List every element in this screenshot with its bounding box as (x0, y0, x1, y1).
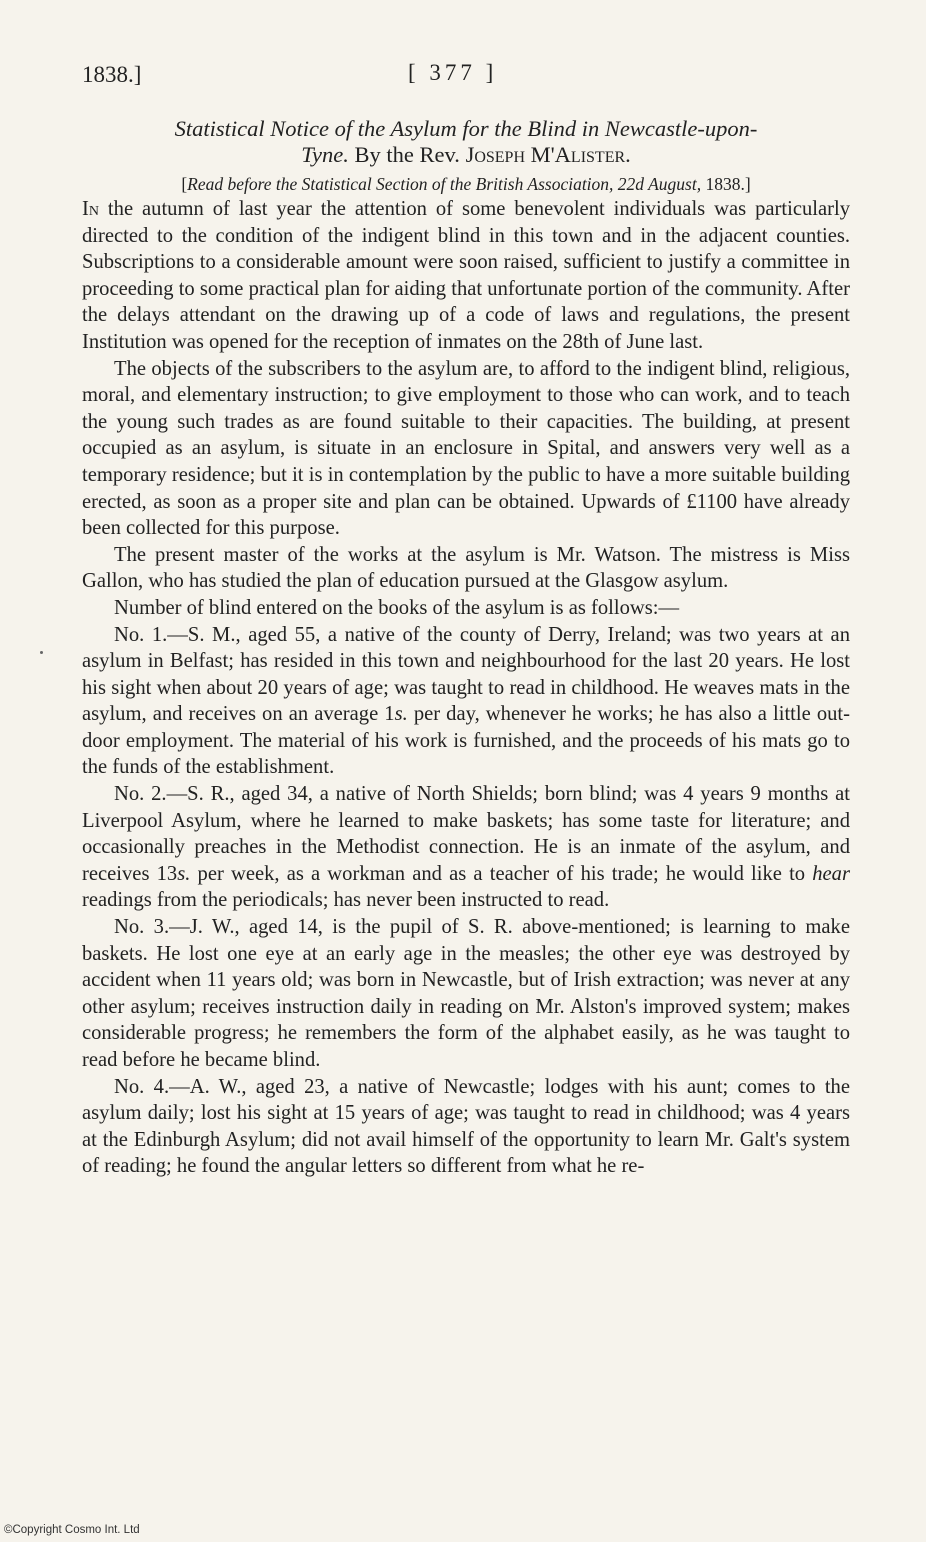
read-note-year: 1838. (705, 174, 745, 194)
read-note: [Read before the Statistical Section of the British Association, 22d August, 1838.] (181, 174, 751, 194)
entry-no-1 (82, 622, 850, 782)
title-by: By the Rev. (354, 142, 460, 167)
entry-no-2 (82, 781, 850, 914)
article-title (82, 116, 850, 168)
entry-no-3: No. 3.—J. W., aged 14, is the pupil of S. R. above-mentioned; is learning to make baskets. He lost one eye at an early age in the measles; the other eye was destroyed by accident when 11 years old; was born in Newcastle, but of Irish extraction; was never at any other asylum; receives instruction daily in reading on Mr. Alston's improved system; makes considerable progress; he remembers the form of the alphabet easily, as he was taught to read before he became blind. (82, 916, 850, 1071)
entry-2-text-b: per week, as a workman and as a teacher of his trade; he would like to (190, 862, 813, 885)
entry-1-text-b: per day, whenever he works; he has also a little out-door employment. The material of his work is furnished, and the proceeds of his mats go to the funds of the establishment. (82, 703, 850, 779)
title-line-1: Statistical Notice of the Asylum for the Blind in Newcastle-upon- (174, 116, 758, 141)
entry-no-4: No. 4.—A. W., aged 23, a native of Newcastle; lodges with his aunt; comes to the asylum daily; lost his sight at 15 years of age; was taught to read in childhood; was 4 years at the Edinburgh Asylum; did not avail himself of the opportunity to learn Mr. Galt's system of reading; he found the angular letters so different from what he re- (82, 1075, 850, 1178)
page-number: [ 377 ] (408, 60, 498, 85)
entry-2-text-a: No. 2.—S. R., aged 34, a native of North Shields; born blind; was 4 years 9 months at Liverpool Asylum, where he learned to make baskets; has some taste for literature; and occasionally preaches in the Methodist connection. He is an inmate of the asylum, and receives 13 (82, 783, 850, 885)
margin-mark (40, 651, 43, 654)
article-body (82, 196, 850, 1180)
entry-1-text-a: No. 1.—S. M., aged 55, a native of the county of Derry, Ireland; was two years at an asylum in Belfast; has resided in this town and neighbourhood for the last 20 years. He lost his sight when about 20 years of age; was taught to read in childhood. He weaves mats in the asylum, and receives on an average 1 (82, 623, 850, 726)
paragraph-1-lead: In (82, 198, 99, 220)
book-page (82, 58, 850, 1180)
copyright-watermark: ©Copyright Cosmo Int. Ltd (4, 1524, 140, 1536)
running-head-year: 1838.] (82, 62, 142, 87)
paragraph-2: The objects of the subscribers to the asylum are, to afford to the indigent blind, religious, moral, and elementary instruction; to give employment to those who can work, and to teach the young such trades as are found suitable to their capacities. The building, at present occupied as an asylum, is situate in an enclosure in Spital, and answers very well as a temporary residence; but it is in contemplation by the public to have a more suitable building erected, as soon as a proper site and plan can be obtained. Upwards of £1100 have already been collected for this purpose. (82, 357, 850, 540)
paragraph-4: Number of blind entered on the books of the asylum is as follows:— (114, 596, 680, 619)
title-line-2: Tyne. (301, 142, 349, 167)
entry-2-shilling: s. (177, 862, 191, 885)
paragraph-3: The present master of the works at the asylum is Mr. Watson. The mistress is Miss Gallon, who has studied the plan of education pursued at the Glasgow asylum. (82, 543, 850, 593)
author-name: Joseph M'Alister. (465, 142, 631, 167)
paragraph-1 (82, 196, 850, 356)
paragraph-1-text: the autumn of last year the attention of some benevolent individuals was particularly directed to the condition of the indigent blind in this town and in the adjacent counties. Subscriptions to a considerable amount were soon raised, sufficient to justify a committee in proceeding to some practical plan for aiding that unfortunate portion of the community. After the delays attendant on the drawing up of a code of laws and regulations, the present Institution was opened for the reception of inmates on the 28th of June last. (82, 198, 850, 353)
entry-2-hear: hear (812, 862, 850, 885)
running-head (82, 58, 850, 98)
entry-2-text-c: readings from the periodicals; has never been instructed to read. (82, 889, 610, 912)
read-note-text: Read before the Statistical Section of the British Association, 22d August, (187, 174, 702, 194)
entry-1-shilling: s. (394, 703, 408, 726)
